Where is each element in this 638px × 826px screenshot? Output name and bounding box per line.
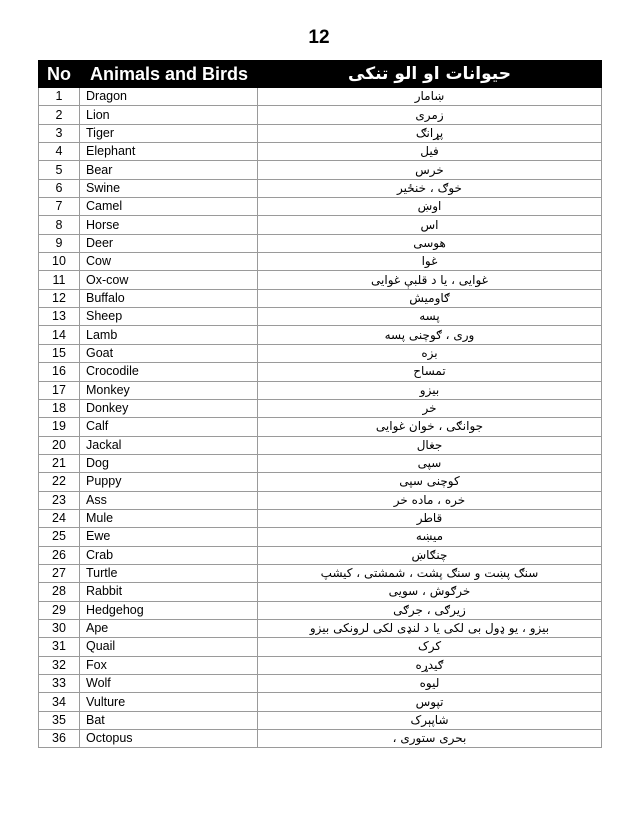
row-number-cell: 29 (39, 601, 80, 619)
english-name-cell: Dog (80, 454, 258, 472)
english-name-cell: Deer (80, 234, 258, 252)
row-number-cell: 25 (39, 528, 80, 546)
table-row (39, 88, 602, 106)
table-row (39, 509, 602, 527)
row-number-cell: 35 (39, 711, 80, 729)
pashto-name-cell: قاطر (258, 509, 602, 527)
row-number-cell: 9 (39, 234, 80, 252)
pashto-name-cell: اوښ (258, 198, 602, 216)
table-row (39, 381, 602, 399)
row-number-cell: 4 (39, 143, 80, 161)
english-name-cell: Sheep (80, 308, 258, 326)
table-row (39, 693, 602, 711)
english-name-cell: Crab (80, 546, 258, 564)
pashto-name-cell: میښه (258, 528, 602, 546)
english-name-cell: Bat (80, 711, 258, 729)
pashto-name-cell: فیل (258, 143, 602, 161)
english-name-cell: Ass (80, 491, 258, 509)
table-row (39, 308, 602, 326)
pashto-name-cell: تمساح (258, 363, 602, 381)
table-row (39, 638, 602, 656)
english-name-cell: Ewe (80, 528, 258, 546)
english-name-cell: Vulture (80, 693, 258, 711)
table-row (39, 454, 602, 472)
row-number-cell: 10 (39, 253, 80, 271)
table-row (39, 583, 602, 601)
row-number-cell: 20 (39, 436, 80, 454)
table-row (39, 491, 602, 509)
table-row (39, 198, 602, 216)
row-number-cell: 33 (39, 675, 80, 693)
row-number-cell: 2 (39, 106, 80, 124)
english-name-cell: Cow (80, 253, 258, 271)
table-row (39, 564, 602, 582)
pashto-name-cell: کوچنی سپی (258, 473, 602, 491)
row-number-cell: 3 (39, 124, 80, 142)
english-name-cell: Fox (80, 656, 258, 674)
english-name-cell: Bear (80, 161, 258, 179)
table-row (39, 124, 602, 142)
table-row (39, 399, 602, 417)
header-no: No (39, 61, 80, 88)
table-row (39, 601, 602, 619)
pashto-name-cell: سپی (258, 454, 602, 472)
row-number-cell: 21 (39, 454, 80, 472)
table-row (39, 143, 602, 161)
row-number-cell: 19 (39, 418, 80, 436)
english-name-cell: Horse (80, 216, 258, 234)
row-number-cell: 36 (39, 730, 80, 748)
row-number-cell: 18 (39, 399, 80, 417)
english-name-cell: Buffalo (80, 289, 258, 307)
pashto-name-cell: زمری (258, 106, 602, 124)
pashto-name-cell: شاپېرک (258, 711, 602, 729)
english-name-cell: Swine (80, 179, 258, 197)
english-name-cell: Camel (80, 198, 258, 216)
table-row (39, 344, 602, 362)
row-number-cell: 8 (39, 216, 80, 234)
table-row (39, 730, 602, 748)
table-row (39, 546, 602, 564)
table-row (39, 326, 602, 344)
english-name-cell: Calf (80, 418, 258, 436)
pashto-name-cell: هوسی (258, 234, 602, 252)
english-name-cell: Ape (80, 619, 258, 637)
row-number-cell: 27 (39, 564, 80, 582)
english-name-cell: Ox-cow (80, 271, 258, 289)
table-row (39, 656, 602, 674)
pashto-name-cell: تپوس (258, 693, 602, 711)
pashto-name-cell: جغال (258, 436, 602, 454)
pashto-name-cell: بزه (258, 344, 602, 362)
english-name-cell: Octopus (80, 730, 258, 748)
table-row (39, 216, 602, 234)
table-row (39, 473, 602, 491)
table-row (39, 179, 602, 197)
pashto-name-cell: کرک (258, 638, 602, 656)
english-name-cell: Puppy (80, 473, 258, 491)
header-pashto: حیوانات او الو تنکی (258, 61, 602, 88)
english-name-cell: Goat (80, 344, 258, 362)
table-row (39, 289, 602, 307)
pashto-name-cell: چنګاښ (258, 546, 602, 564)
table-row (39, 436, 602, 454)
row-number-cell: 28 (39, 583, 80, 601)
pashto-name-cell: جوانګی ، خوان غوایی (258, 418, 602, 436)
pashto-name-cell: غوا (258, 253, 602, 271)
english-name-cell: Lion (80, 106, 258, 124)
english-name-cell: Quail (80, 638, 258, 656)
pashto-name-cell: ګیدړه (258, 656, 602, 674)
english-name-cell: Mule (80, 509, 258, 527)
english-name-cell: Monkey (80, 381, 258, 399)
pashto-name-cell: خرس (258, 161, 602, 179)
table-row (39, 418, 602, 436)
pashto-name-cell: پسه (258, 308, 602, 326)
table-row (39, 363, 602, 381)
table-row (39, 271, 602, 289)
pashto-name-cell: غوایی ، یا د قلبې غوایی (258, 271, 602, 289)
english-name-cell: Crocodile (80, 363, 258, 381)
english-name-cell: Hedgehog (80, 601, 258, 619)
row-number-cell: 16 (39, 363, 80, 381)
row-number-cell: 17 (39, 381, 80, 399)
row-number-cell: 23 (39, 491, 80, 509)
english-name-cell: Tiger (80, 124, 258, 142)
table-row (39, 619, 602, 637)
english-name-cell: Lamb (80, 326, 258, 344)
row-number-cell: 34 (39, 693, 80, 711)
english-name-cell: Dragon (80, 88, 258, 106)
page-number: 12 (308, 27, 330, 48)
table-row (39, 528, 602, 546)
pashto-name-cell: ګاومیش (258, 289, 602, 307)
pashto-name-cell: خرګوش ، سویی (258, 583, 602, 601)
english-name-cell: Rabbit (80, 583, 258, 601)
pashto-name-cell: خره ، ماده خر (258, 491, 602, 509)
table-row (39, 253, 602, 271)
row-number-cell: 22 (39, 473, 80, 491)
header-english: Animals and Birds (80, 61, 258, 88)
pashto-name-cell: ښامار (258, 88, 602, 106)
row-number-cell: 31 (39, 638, 80, 656)
pashto-name-cell: پړانګ (258, 124, 602, 142)
table-row (39, 234, 602, 252)
row-number-cell: 26 (39, 546, 80, 564)
table-row (39, 675, 602, 693)
pashto-name-cell: سنګ پښت و سنګ پشت ، شمشتی ، کیشپ (258, 564, 602, 582)
pashto-name-cell: وری ، ګوچنی پسه (258, 326, 602, 344)
row-number-cell: 32 (39, 656, 80, 674)
row-number-cell: 30 (39, 619, 80, 637)
row-number-cell: 6 (39, 179, 80, 197)
pashto-name-cell: خر (258, 399, 602, 417)
row-number-cell: 15 (39, 344, 80, 362)
pashto-name-cell: اس (258, 216, 602, 234)
table-header-row (39, 61, 602, 88)
pashto-name-cell: بیزو ، یو ډول بی لکی یا د لنډی لکی لرونکی بیزو (258, 619, 602, 637)
row-number-cell: 12 (39, 289, 80, 307)
pashto-name-cell: بحری ستوری ، (258, 730, 602, 748)
table-row (39, 106, 602, 124)
row-number-cell: 24 (39, 509, 80, 527)
english-name-cell: Donkey (80, 399, 258, 417)
table-body (39, 88, 602, 748)
row-number-cell: 14 (39, 326, 80, 344)
row-number-cell: 1 (39, 88, 80, 106)
row-number-cell: 13 (39, 308, 80, 326)
row-number-cell: 11 (39, 271, 80, 289)
row-number-cell: 5 (39, 161, 80, 179)
pashto-name-cell: بیزو (258, 381, 602, 399)
english-name-cell: Wolf (80, 675, 258, 693)
row-number-cell: 7 (39, 198, 80, 216)
english-name-cell: Jackal (80, 436, 258, 454)
english-name-cell: Elephant (80, 143, 258, 161)
vocabulary-table (38, 60, 602, 748)
english-name-cell: Turtle (80, 564, 258, 582)
pashto-name-cell: خوګ ، خنځیر (258, 179, 602, 197)
pashto-name-cell: زیرګی ، جرګی (258, 601, 602, 619)
pashto-name-cell: لیوه (258, 675, 602, 693)
table-row (39, 711, 602, 729)
table-row (39, 161, 602, 179)
